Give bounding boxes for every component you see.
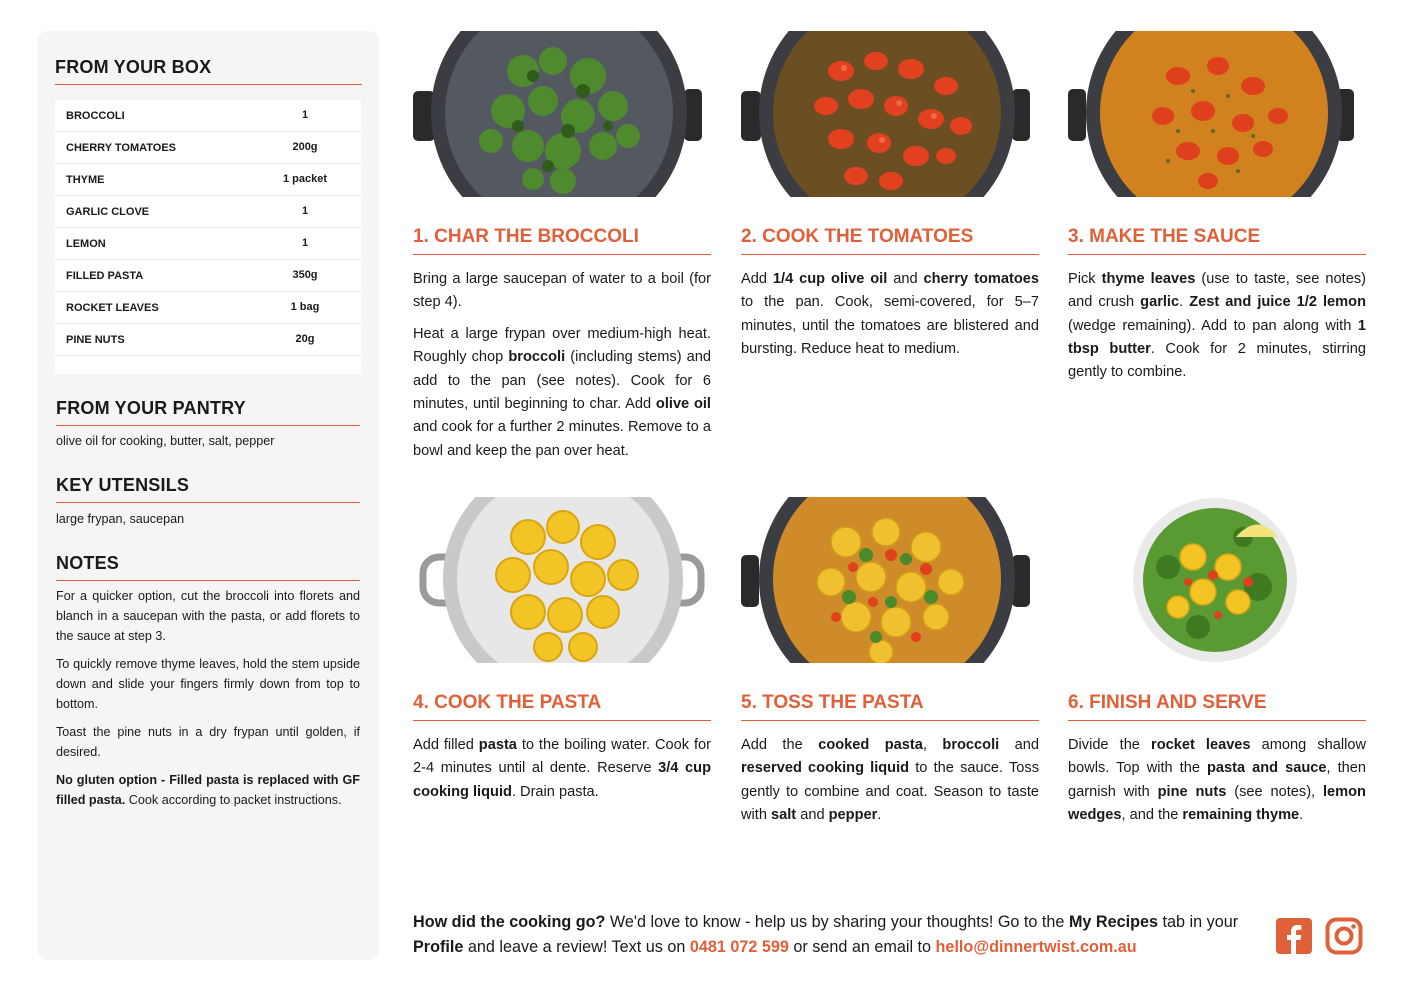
note-paragraph: For a quicker option, cut the broccoli into florets and blanch in a saucepan with the pasta, or add florets to the sauce at step 3. xyxy=(56,589,360,643)
text: (see notes), xyxy=(1226,783,1323,800)
step-title: 4. COOK THE PASTA xyxy=(413,692,711,721)
ingredient-bold: pine nuts xyxy=(1157,783,1227,800)
step-body xyxy=(741,268,1039,370)
ingredient-name: ROCKET LEAVES xyxy=(66,302,159,314)
step-body xyxy=(413,268,711,471)
served-bowl-photo xyxy=(1068,497,1366,663)
my-recipes-label: My Recipes xyxy=(1068,913,1159,931)
text: and leave a review! Text us on xyxy=(463,938,690,956)
text: among shallow bowls. Top with the xyxy=(1068,737,1367,777)
profile-label: Profile xyxy=(413,938,464,956)
text: (use to taste, see notes) and crush xyxy=(1068,271,1366,311)
key-utensils-heading: KEY UTENSILS xyxy=(56,475,360,503)
ingredient-qty: 1 bag xyxy=(290,301,320,313)
table-row xyxy=(55,260,361,292)
ingredient-bold: Zest and juice 1/2 lemon xyxy=(1189,294,1366,311)
notes-body xyxy=(56,586,360,818)
ingredient-name: THYME xyxy=(66,174,105,186)
note-text: Cook according to packet instructions. xyxy=(125,793,342,807)
text: Add the xyxy=(741,737,819,753)
ingredient-bold: pepper xyxy=(828,806,878,823)
ingredient-bold: 1 tbsp butter xyxy=(1068,317,1366,357)
table-row xyxy=(55,164,361,196)
text: . xyxy=(877,806,882,823)
ingredient-bold: 1/4 cup olive oil xyxy=(772,271,888,287)
ingredient-qty: 200g xyxy=(292,141,318,153)
email-link[interactable]: hello@dinnertwist.com.au xyxy=(935,938,1137,956)
ingredient-bold: lemon wedges xyxy=(1068,783,1366,823)
notes-heading: NOTES xyxy=(56,553,360,581)
utensils-text: large frypan, saucepan xyxy=(56,512,185,526)
ingredient-bold: broccoli xyxy=(942,737,1000,753)
ingredient-name: CHERRY TOMATOES xyxy=(66,142,177,154)
instagram-icon[interactable] xyxy=(1325,917,1363,955)
table-row xyxy=(55,100,361,132)
text: to the boiling water. Cook for 2-4 minutes until al dente. Reserve xyxy=(413,737,712,777)
text: Heat a large frypan over medium-high heat. Roughly chop xyxy=(413,326,711,366)
from-your-pantry-heading: FROM YOUR PANTRY xyxy=(56,398,360,426)
step-body xyxy=(741,734,1039,836)
note-paragraph xyxy=(56,770,360,810)
text: tab in your xyxy=(1158,913,1239,931)
text: and cook for a further 2 minutes. Remove to a bowl and keep the pan over heat. xyxy=(413,419,711,459)
phone-link[interactable]: 0481 072 599 xyxy=(689,938,789,956)
ingredient-bold: pasta and sauce xyxy=(1207,760,1327,777)
ingredient-qty: 1 xyxy=(301,205,309,217)
ingredient-qty: 350g xyxy=(292,269,318,281)
step-body xyxy=(413,734,711,812)
pasta-pot-photo xyxy=(413,497,711,663)
text: Add xyxy=(741,271,773,287)
text: , xyxy=(922,737,943,753)
text: and xyxy=(887,271,924,287)
step-body xyxy=(1068,268,1366,393)
step-paragraph xyxy=(741,268,1039,361)
ingredient-bold: thyme leaves xyxy=(1101,271,1196,287)
note-paragraph: Toast the pine nuts in a dry frypan until golden, if desired. xyxy=(56,725,360,759)
step-body xyxy=(1068,734,1366,836)
table-row xyxy=(55,228,361,260)
text: to the pan. Cook, semi-covered, for 5–7 minutes, until the tomatoes are blistered and bursting. Reduce heat to medium. xyxy=(741,294,1039,357)
sauce-pan-photo xyxy=(1068,31,1366,197)
feedback-question: How did the cooking go? xyxy=(413,913,606,931)
tomatoes-pan-photo xyxy=(741,31,1039,197)
step-paragraph xyxy=(1068,734,1366,827)
text: to the sauce. Toss gently to combine and coat. Season to taste with xyxy=(741,760,1039,823)
text: . Drain pasta. xyxy=(511,783,599,800)
step-title: 6. FINISH AND SERVE xyxy=(1068,692,1366,721)
text: . xyxy=(1299,806,1304,823)
broccoli-pan-photo xyxy=(413,31,711,197)
text: Pick xyxy=(1068,271,1102,287)
ingredient-bold: olive oil xyxy=(655,395,711,412)
ingredient-bold: remaining thyme xyxy=(1182,806,1300,823)
table-row xyxy=(55,324,361,356)
ingredient-name: GARLIC CLOVE xyxy=(66,206,150,218)
ingredient-qty: 1 xyxy=(301,237,309,249)
ingredient-bold: 3/4 cup cooking liquid xyxy=(413,760,711,800)
table-row xyxy=(55,132,361,164)
ingredient-bold: pasta xyxy=(478,737,517,753)
step-paragraph xyxy=(413,323,711,463)
ingredient-name: LEMON xyxy=(66,238,106,250)
step-paragraph xyxy=(1068,268,1366,384)
ingredient-bold: rocket leaves xyxy=(1151,737,1251,753)
ingredient-name: FILLED PASTA xyxy=(66,270,144,282)
ingredient-bold: reserved cooking liquid xyxy=(741,760,910,777)
ingredient-name: BROCCOLI xyxy=(66,110,125,122)
table-row xyxy=(55,196,361,228)
ingredient-qty: 1 packet xyxy=(282,173,328,185)
step-paragraph xyxy=(741,734,1039,827)
step-title: 2. COOK THE TOMATOES xyxy=(741,226,1039,255)
ingredients-sidebar xyxy=(38,31,379,960)
text: . xyxy=(1179,294,1190,311)
text: (including stems) and add to the pan (see notes). Cook for 6 minutes, until beginning to char. Add xyxy=(413,349,711,412)
text: Add filled xyxy=(413,737,479,753)
text: and xyxy=(999,737,1040,753)
ingredient-name: PINE NUTS xyxy=(66,334,125,346)
text: or send an email to xyxy=(788,938,936,956)
step-title: 1. CHAR THE BROCCOLI xyxy=(413,226,711,255)
ingredient-bold: cherry tomatoes xyxy=(923,271,1039,287)
from-your-box-heading: FROM YOUR BOX xyxy=(55,57,362,85)
ingredient-bold: salt xyxy=(771,806,797,823)
step-title: 3. MAKE THE SAUCE xyxy=(1068,226,1366,255)
ingredients-table xyxy=(55,100,361,374)
text: We'd love to know - help us by sharing your thoughts! Go to the xyxy=(605,913,1069,931)
facebook-icon[interactable] xyxy=(1275,917,1313,955)
ingredient-bold: garlic xyxy=(1140,294,1180,311)
ingredient-qty: 20g xyxy=(295,333,315,345)
ingredient-bold: broccoli xyxy=(508,349,566,366)
feedback-footer xyxy=(413,910,1265,960)
text: . Cook for 2 minutes, stirring gently to combine. xyxy=(1068,340,1366,381)
note-paragraph: To quickly remove thyme leaves, hold the stem upside down and slide your fingers firmly down from top to bottom. xyxy=(56,657,360,711)
text: Divide the xyxy=(1068,737,1152,753)
pantry-text: olive oil for cooking, butter, salt, pepper xyxy=(56,434,275,448)
ingredient-qty: 1 xyxy=(301,109,309,121)
text: and xyxy=(796,806,829,823)
tossed-pasta-pan-photo xyxy=(741,497,1039,663)
step-paragraph xyxy=(413,734,711,804)
ingredient-bold: cooked pasta xyxy=(818,737,923,753)
text: , then garnish with xyxy=(1068,760,1367,800)
text: (wedge remaining). Add to pan along with xyxy=(1068,317,1358,334)
note-bold: No gluten option - Filled pasta is replaced with GF filled pasta. xyxy=(56,773,360,807)
table-row xyxy=(55,292,361,324)
step-title: 5. TOSS THE PASTA xyxy=(741,692,1039,721)
text: , and the xyxy=(1121,806,1183,823)
step-paragraph: Bring a large saucepan of water to a boil (for step 4). xyxy=(413,271,711,311)
